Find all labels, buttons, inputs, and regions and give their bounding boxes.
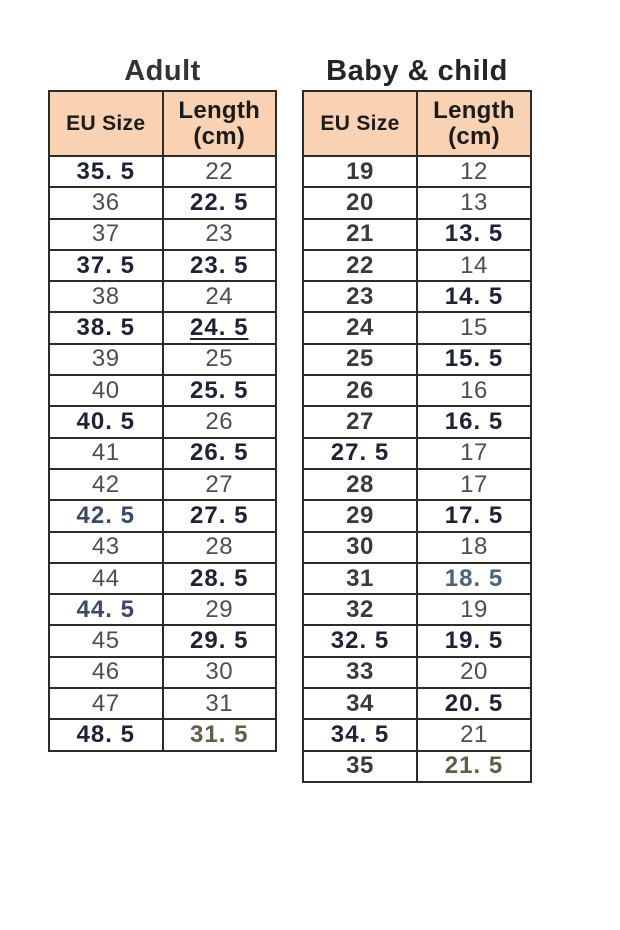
eu-size-cell: 44	[49, 563, 163, 594]
adult-table-title: Adult	[124, 55, 201, 87]
eu-size-cell: 23	[303, 281, 417, 312]
table-row	[49, 719, 276, 750]
eu-size-cell: 27	[303, 406, 417, 437]
header-row	[303, 91, 531, 156]
baby-child-table-body	[303, 156, 531, 782]
length-cell: 25	[163, 344, 277, 375]
table-row	[49, 219, 276, 250]
length-cell: 13. 5	[417, 219, 531, 250]
eu-size-cell: 21	[303, 219, 417, 250]
length-cell: 29. 5	[163, 625, 277, 656]
table-row	[303, 375, 531, 406]
eu-size-cell: 48. 5	[49, 719, 163, 750]
length-cell: 14. 5	[417, 281, 531, 312]
table-row	[49, 688, 276, 719]
length-cell: 21	[417, 719, 531, 750]
length-cell: 31	[163, 688, 277, 719]
eu-size-cell: 46	[49, 657, 163, 688]
eu-size-cell: 32	[303, 594, 417, 625]
table-row	[303, 312, 531, 343]
eu-size-cell: 37. 5	[49, 250, 163, 281]
adult-table-header	[49, 91, 276, 156]
table-row	[49, 563, 276, 594]
table-row	[303, 438, 531, 469]
eu-size-cell: 43	[49, 532, 163, 563]
table-row	[49, 281, 276, 312]
table-row	[303, 751, 531, 782]
length-cell: 29	[163, 594, 277, 625]
eu-size-cell: 41	[49, 438, 163, 469]
length-cell: 23	[163, 219, 277, 250]
length-cell: 15. 5	[417, 344, 531, 375]
length-cell: 25. 5	[163, 375, 277, 406]
length-cell: 30	[163, 657, 277, 688]
eu-size-cell: 33	[303, 657, 417, 688]
adult-size-table	[48, 90, 277, 752]
eu-size-cell: 24	[303, 312, 417, 343]
length-column-header: Length (cm)	[163, 91, 277, 156]
length-cell: 26	[163, 406, 277, 437]
table-row	[303, 719, 531, 750]
length-cell: 19. 5	[417, 625, 531, 656]
table-row	[303, 657, 531, 688]
eu-size-cell: 34. 5	[303, 719, 417, 750]
eu-size-cell: 31	[303, 563, 417, 594]
table-row	[303, 532, 531, 563]
eu-size-cell: 39	[49, 344, 163, 375]
eu-size-cell: 40. 5	[49, 406, 163, 437]
length-cell: 16. 5	[417, 406, 531, 437]
length-cell: 17	[417, 469, 531, 500]
table-row	[49, 657, 276, 688]
length-cell: 13	[417, 187, 531, 218]
length-cell: 20. 5	[417, 688, 531, 719]
table-row	[303, 219, 531, 250]
eu-size-column-header: EU Size	[49, 91, 163, 156]
eu-size-cell: 27. 5	[303, 438, 417, 469]
eu-size-cell: 22	[303, 250, 417, 281]
baby-child-table-title: Baby & child	[326, 55, 508, 87]
baby-child-table-section	[302, 54, 532, 783]
length-cell: 24. 5	[163, 312, 277, 343]
length-cell: 31. 5	[163, 719, 277, 750]
length-cell: 24	[163, 281, 277, 312]
table-row	[49, 344, 276, 375]
eu-size-cell: 25	[303, 344, 417, 375]
table-row	[303, 281, 531, 312]
baby-child-size-table	[302, 90, 532, 783]
eu-size-cell: 35	[303, 751, 417, 782]
eu-size-cell: 44. 5	[49, 594, 163, 625]
table-row	[49, 312, 276, 343]
table-row	[303, 688, 531, 719]
length-cell: 28	[163, 532, 277, 563]
table-row	[303, 250, 531, 281]
length-cell: 15	[417, 312, 531, 343]
eu-size-cell: 28	[303, 469, 417, 500]
table-row	[303, 187, 531, 218]
eu-size-cell: 42. 5	[49, 500, 163, 531]
table-row	[303, 500, 531, 531]
length-cell: 16	[417, 375, 531, 406]
table-row	[303, 594, 531, 625]
eu-size-cell: 34	[303, 688, 417, 719]
table-row	[49, 406, 276, 437]
eu-size-cell: 29	[303, 500, 417, 531]
length-cell: 18	[417, 532, 531, 563]
length-cell: 17	[417, 438, 531, 469]
length-column-header: Length (cm)	[417, 91, 531, 156]
eu-size-cell: 36	[49, 187, 163, 218]
eu-size-column-header: EU Size	[303, 91, 417, 156]
eu-size-cell: 38. 5	[49, 312, 163, 343]
length-cell: 12	[417, 156, 531, 187]
table-row	[49, 469, 276, 500]
length-cell: 17. 5	[417, 500, 531, 531]
eu-size-cell: 20	[303, 187, 417, 218]
table-row	[49, 594, 276, 625]
length-cell: 14	[417, 250, 531, 281]
length-cell: 22	[163, 156, 277, 187]
eu-size-cell: 37	[49, 219, 163, 250]
table-row	[303, 563, 531, 594]
length-cell: 20	[417, 657, 531, 688]
baby-child-table-header	[303, 91, 531, 156]
eu-size-cell: 19	[303, 156, 417, 187]
adult-table-section	[48, 54, 277, 752]
table-row	[49, 532, 276, 563]
table-row	[303, 469, 531, 500]
table-row	[49, 625, 276, 656]
table-row	[49, 187, 276, 218]
length-cell: 28. 5	[163, 563, 277, 594]
length-cell: 18. 5	[417, 563, 531, 594]
table-row	[49, 156, 276, 187]
eu-size-cell: 26	[303, 375, 417, 406]
header-row	[49, 91, 276, 156]
table-row	[49, 250, 276, 281]
length-cell: 23. 5	[163, 250, 277, 281]
eu-size-cell: 47	[49, 688, 163, 719]
eu-size-cell: 38	[49, 281, 163, 312]
length-cell: 26. 5	[163, 438, 277, 469]
eu-size-cell: 35. 5	[49, 156, 163, 187]
table-row	[49, 500, 276, 531]
table-row	[303, 344, 531, 375]
length-cell: 27	[163, 469, 277, 500]
eu-size-cell: 30	[303, 532, 417, 563]
length-cell: 27. 5	[163, 500, 277, 531]
length-cell: 21. 5	[417, 751, 531, 782]
length-cell: 19	[417, 594, 531, 625]
adult-table-body	[49, 156, 276, 751]
table-row	[303, 406, 531, 437]
table-row	[303, 625, 531, 656]
eu-size-cell: 40	[49, 375, 163, 406]
table-row	[303, 156, 531, 187]
table-row	[49, 375, 276, 406]
table-row	[49, 438, 276, 469]
eu-size-cell: 42	[49, 469, 163, 500]
length-cell: 22. 5	[163, 187, 277, 218]
eu-size-cell: 32. 5	[303, 625, 417, 656]
eu-size-cell: 45	[49, 625, 163, 656]
